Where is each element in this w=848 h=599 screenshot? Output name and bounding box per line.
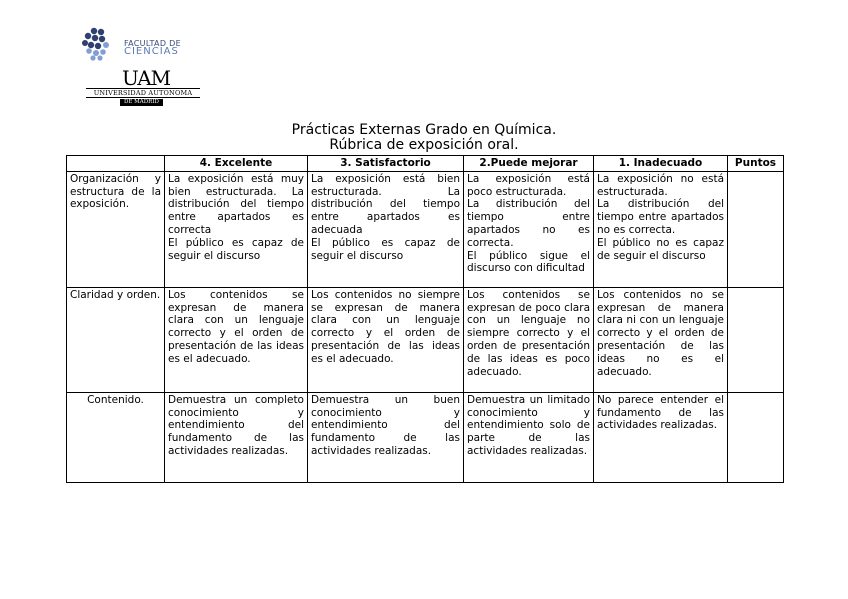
satisfactorio-cell: Los contenidos no siempre se expresan de manera clara con un lenguaje correcto y el orden de presentación de las ideas es el adecuado. — [308, 287, 464, 392]
title-line1: Prácticas Externas Grado en Química. — [291, 122, 557, 138]
satisfactorio-cell: La exposición está bien estructurada. La distribución del tiempo entre apartados es adecuada El público es capaz de seguir el discurso — [308, 171, 464, 287]
puntos-cell — [728, 392, 784, 482]
title-line2: Rúbrica de exposición oral. — [329, 137, 519, 153]
university-city: DE MADRID — [120, 99, 163, 106]
criterion-cell: Contenido. — [67, 392, 165, 482]
mejorar-cell: La exposición está poco estructurada. La distribución del tiempo entre apartados no es correcta. El público sigue el discurso con dificultad — [464, 171, 594, 287]
header-excelente: 4. Excelente — [165, 156, 308, 172]
puntos-cell — [728, 171, 784, 287]
header-criterion — [67, 156, 165, 172]
criterion-cell: Organización y estructura de la exposición. — [67, 171, 165, 287]
excelente-cell: La exposición está muy bien estructurada. La distribución del tiempo entre apartados es correcta El público es capaz de seguir el discurso — [165, 171, 308, 287]
university-name: UNIVERSIDAD AUTONOMA — [86, 88, 200, 98]
criterion-cell: Claridad y orden. — [67, 287, 165, 392]
faculty-line2: CIENCIAS — [124, 46, 179, 57]
header-satisfactorio: 3. Satisfactorio — [308, 156, 464, 172]
header-mejorar: 2.Puede mejorar — [464, 156, 594, 172]
header-row — [67, 156, 784, 172]
university-logo — [86, 66, 202, 106]
excelente-cell: Los contenidos se expresan de manera clara con un lenguaje correcto y el orden de presentación de las ideas es el adecuado. — [165, 287, 308, 392]
inadecuado-cell: No parece entender el fundamento de las actividades realizadas. — [594, 392, 728, 482]
faculty-logo — [80, 26, 200, 62]
excelente-cell: Demuestra un completo conocimiento y entendimiento del fundamento de las actividades realizadas. — [165, 392, 308, 482]
puntos-cell — [728, 287, 784, 392]
faculty-dots-icon — [80, 26, 116, 62]
document-title — [0, 123, 848, 153]
table-row — [67, 171, 784, 287]
header-puntos: Puntos — [728, 156, 784, 172]
inadecuado-cell: Los contenidos no se expresan de manera clara ni con un lenguaje correcto y el orden de presentación de las ideas no es el adecuado. — [594, 287, 728, 392]
rubric-table — [66, 155, 784, 483]
university-letters: UAM — [122, 66, 171, 90]
table-row — [67, 392, 784, 482]
mejorar-cell: Los contenidos se expresan de poco clara con un lenguaje no siempre correcto y el orden de presentación de las ideas es poco adecuado. — [464, 287, 594, 392]
faculty-line1: FACULTAD DE — [124, 39, 181, 48]
inadecuado-cell: La exposición no está estructurada. La distribución del tiempo entre apartados no es correcta. El público no es capaz de seguir el discurso — [594, 171, 728, 287]
satisfactorio-cell: Demuestra un buen conocimiento y entendimiento del fundamento de las actividades realizadas. — [308, 392, 464, 482]
mejorar-cell: Demuestra un limitado conocimiento y entendimiento solo de parte de las actividades realizadas. — [464, 392, 594, 482]
header-inadecuado: 1. Inadecuado — [594, 156, 728, 172]
table-row — [67, 287, 784, 392]
